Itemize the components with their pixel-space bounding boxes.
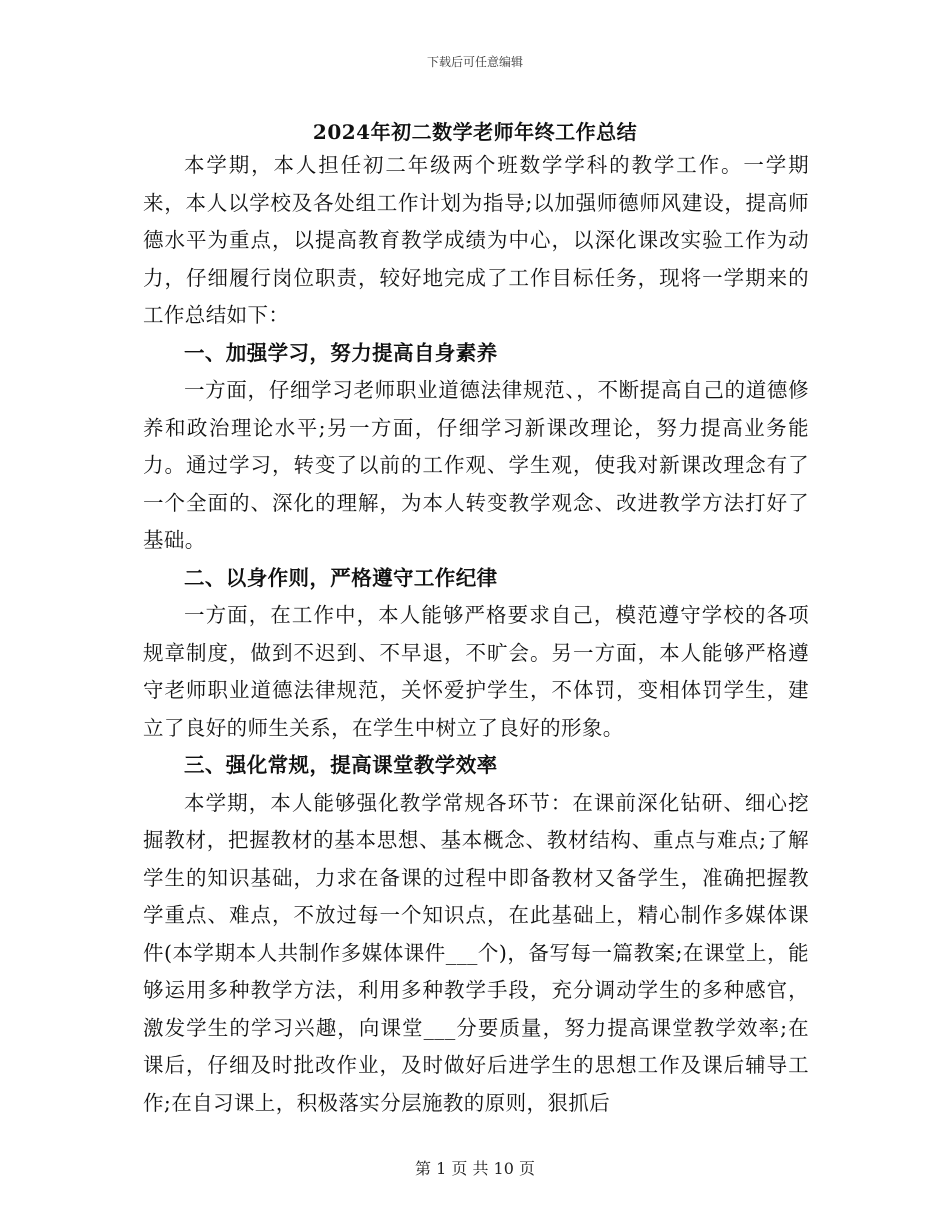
section-2-heading: 二、以身作则，严格遵守工作纪律: [184, 565, 498, 590]
page-number-footer: 第 1 页 共 10 页: [415, 1159, 535, 1178]
document-title: 2024年初二数学老师年终工作总结: [312, 120, 638, 144]
section-2-paragraph: 一方面，在工作中，本人能够严格要求自己，模范遵守学校的各项规章制度，做到不迟到、不早退，不旷会。另一方面，本人能够严格遵守老师职业道德法律规范，关怀爱护学生，不体罚，变相体罚学生，建立了良好的师生关系，在学生中树立了良好的形象。: [143, 603, 809, 740]
section-1-heading: 一、加强学习，努力提高自身素养: [184, 340, 498, 365]
page-header-note: 下载后可任意编辑: [426, 55, 523, 69]
section-1-paragraph: 一方面，仔细学习老师职业道德法律规范、，不断提高自己的道德修养和政治理论水平;另一方面，仔细学习新课改理论，努力提高业务能力。通过学习，转变了以前的工作观、学生观，使我对新课改理念有了一个全面的、深化的理解，为本人转变教学观念、改进教学方法打好了基础。: [143, 378, 809, 552]
intro-paragraph: 本学期，本人担任初二年级两个班数学学科的教学工作。一学期来，本人以学校及各处组工作计划为指导;以加强师德师风建设，提高师德水平为重点，以提高教育教学成绩为中心，以深化课改实验工作为动力，仔细履行岗位职责，较好地完成了工作目标任务，现将一学期来的工作总结如下：: [143, 153, 809, 327]
section-3-paragraph: 本学期，本人能够强化教学常规各环节：在课前深化钻研、细心挖掘教材，把握教材的基本思想、基本概念、教材结构、重点与难点;了解学生的知识基础，力求在备课的过程中即备教材又备学生，准确把握教学重点、难点，不放过每一个知识点，在此基础上，精心制作多媒体课件(本学期本人共制作多媒体课件___个)，备写每一篇教案;在课堂上，能够运用多种教学方法，利用多种教学手段，充分调动学生的多种感官，激发学生的学习兴趣，向课堂___分要质量，努力提高课堂教学效率;在课后，仔细及时批改作业，及时做好后进学生的思想工作及课后辅导工作;在自习课上，积极落实分层施教的原则，狠抓后: [143, 790, 809, 1115]
section-3-heading: 三、强化常规，提高课堂教学效率: [184, 753, 498, 777]
document-body: [143, 147, 809, 1122]
